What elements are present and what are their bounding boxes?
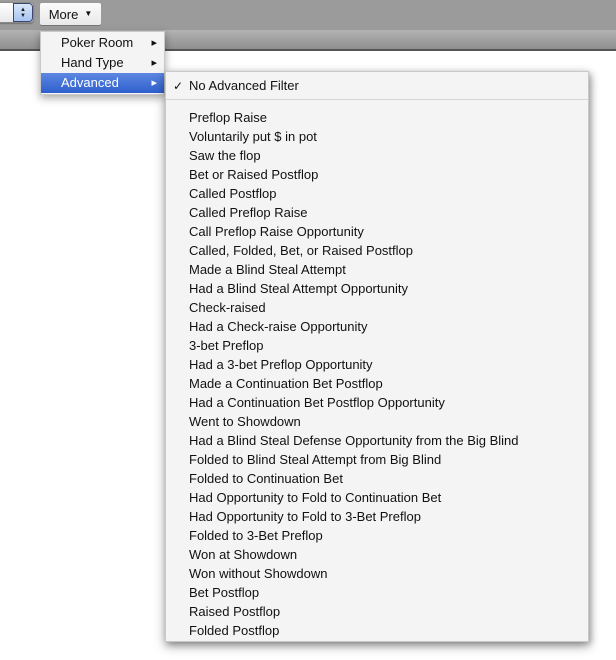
menu-item[interactable]: Check-raised xyxy=(189,300,266,315)
menu-item[interactable]: Won without Showdown xyxy=(189,566,328,581)
advanced-filter-list xyxy=(166,100,588,640)
menu-item[interactable]: Saw the flop xyxy=(189,148,261,163)
menu-item[interactable] xyxy=(41,53,164,73)
menu-item[interactable]: Folded Postflop xyxy=(189,623,280,638)
menu-item[interactable] xyxy=(41,73,164,93)
menu-item[interactable]: Folded to Continuation Bet xyxy=(189,471,343,486)
more-button-label: More xyxy=(48,6,79,22)
menu-item[interactable]: Bet Postflop xyxy=(189,585,260,600)
submenu-arrow-icon: ▸ xyxy=(151,57,157,69)
menu-item[interactable]: Made a Blind Steal Attempt xyxy=(189,262,346,277)
menu-item[interactable]: Made a Continuation Bet Postflop xyxy=(189,376,383,391)
submenu-arrow-icon: ▸ xyxy=(151,37,157,49)
menu-item-label: Hand Type xyxy=(61,55,124,70)
submenu-arrow-icon: ▸ xyxy=(151,77,157,89)
menu-item[interactable]: Had a 3-bet Preflop Opportunity xyxy=(189,357,373,372)
menu-item-label: Poker Room xyxy=(61,35,134,50)
menu-item[interactable]: Raised Postflop xyxy=(189,604,281,619)
menu-item[interactable]: Preflop Raise xyxy=(189,110,268,125)
menu-item[interactable]: Had a Blind Steal Attempt Opportunity xyxy=(189,281,408,296)
menu-item-label: Advanced xyxy=(61,75,119,90)
menu-item[interactable]: Had a Continuation Bet Postflop Opportunity xyxy=(189,395,445,410)
menu-item[interactable]: Had a Blind Steal Defense Opportunity from the Big Blind xyxy=(189,433,519,448)
menu-item[interactable]: Went to Showdown xyxy=(189,414,301,429)
menu-item[interactable]: Called Postflop xyxy=(189,186,277,201)
dropdown-caret-icon: ▼ xyxy=(84,9,93,18)
menu-item[interactable]: 3-bet Preflop xyxy=(189,338,264,353)
value-stepper[interactable] xyxy=(0,2,34,23)
menu-item[interactable]: Voluntarily put $ in pot xyxy=(189,129,317,144)
menu-item[interactable]: Had Opportunity to Fold to 3-Bet Preflop xyxy=(189,509,421,524)
menu-item-label: No Advanced Filter xyxy=(189,78,299,93)
more-dropdown-menu xyxy=(40,31,165,95)
stepper-down-icon[interactable]: ▼ xyxy=(20,12,26,19)
menu-item[interactable]: Folded to Blind Steal Attempt from Big Blind xyxy=(189,452,442,467)
menu-item[interactable]: Called, Folded, Bet, or Raised Postflop xyxy=(189,243,414,258)
menu-item[interactable]: Call Preflop Raise Opportunity xyxy=(189,224,364,239)
stepper-up-icon[interactable]: ▲ xyxy=(20,6,26,13)
menu-item[interactable]: Had Opportunity to Fold to Continuation Bet xyxy=(189,490,442,505)
menu-item[interactable]: Bet or Raised Postflop xyxy=(189,167,319,182)
menu-item[interactable]: Called Preflop Raise xyxy=(189,205,308,220)
menu-item[interactable]: Won at Showdown xyxy=(189,547,298,562)
menu-item[interactable]: Had a Check-raise Opportunity xyxy=(189,319,368,334)
menu-item[interactable]: Folded to 3-Bet Preflop xyxy=(189,528,323,543)
checkmark-icon: ✓ xyxy=(173,79,184,93)
menu-item-no-advanced-filter[interactable] xyxy=(166,75,588,97)
stepper-buttons[interactable] xyxy=(13,3,33,22)
advanced-submenu xyxy=(165,71,589,642)
more-button[interactable] xyxy=(40,3,101,25)
menu-item[interactable] xyxy=(41,33,164,53)
